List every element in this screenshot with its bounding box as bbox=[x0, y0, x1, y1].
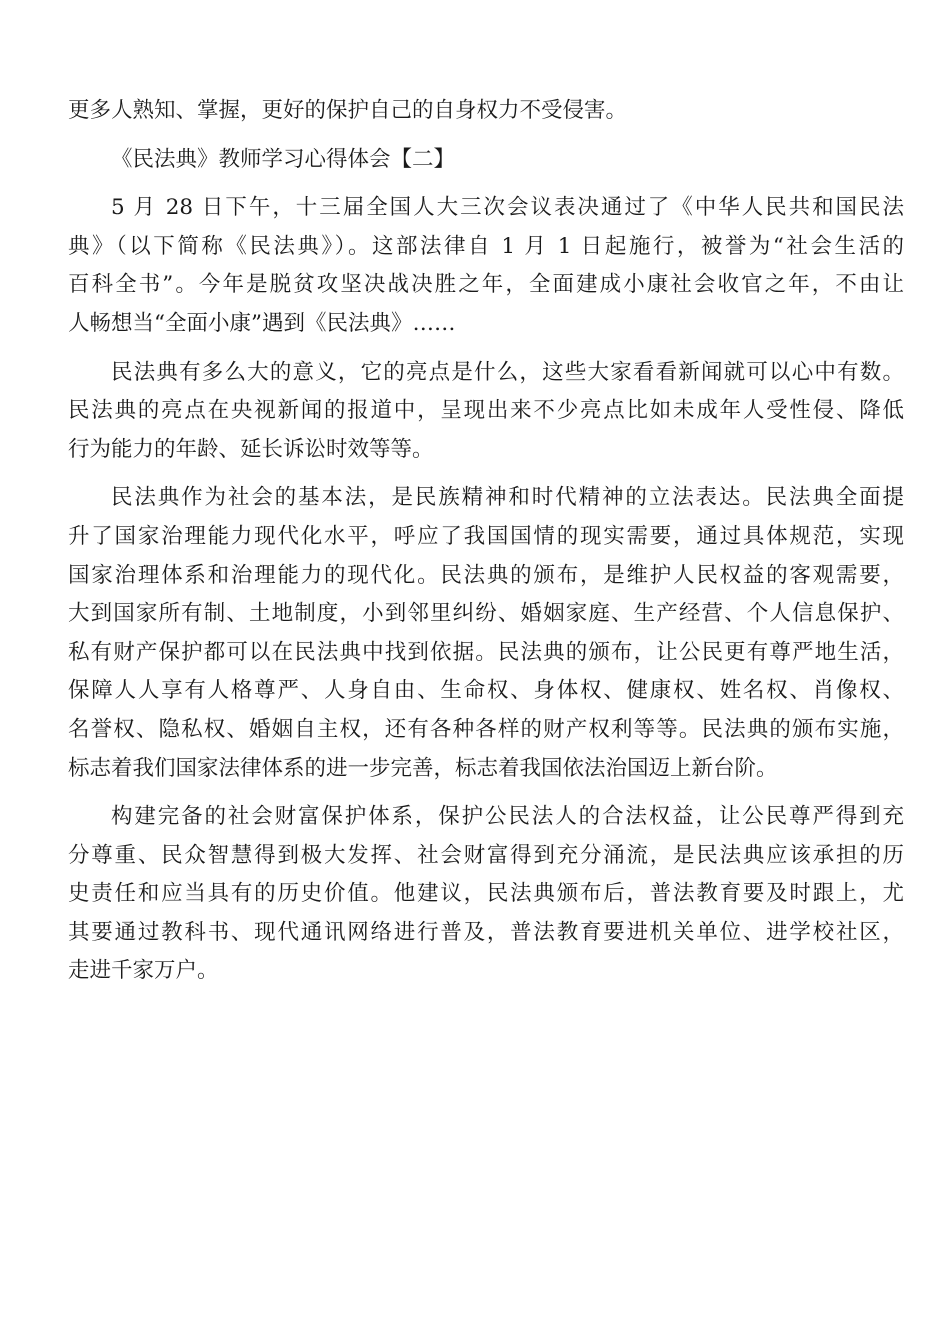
paragraph-line: 民法典的亮点在央视新闻的报道中，呈现出来不少亮点比如未成年人受性侵、降低 bbox=[68, 398, 904, 424]
paragraph-line: 国家治理体系和治理能力的现代化。民法典的颁布，是维护人民权益的客观需要， bbox=[68, 562, 904, 588]
paragraph-line: 走进千家万户。 bbox=[68, 958, 219, 984]
paragraph-line: 标志着我们国家法律体系的进一步完善，标志着我国依法治国迈上新台阶。 bbox=[68, 755, 778, 781]
paragraph-line: 人畅想当“全面小康”遇到《民法典》…… bbox=[68, 310, 456, 336]
section-heading: 《民法典》教师学习心得体会【二】 bbox=[111, 146, 456, 172]
document-body bbox=[68, 92, 904, 991]
paragraph-line: 名誉权、隐私权、婚姻自主权，还有各种各样的财产权利等等。民法典的颁布实施， bbox=[68, 716, 904, 742]
paragraph-line: 构建完备的社会财富保护体系，保护公民法人的合法权益，让公民尊严得到充 bbox=[111, 804, 904, 830]
paragraph-line: 民法典作为社会的基本法，是民族精神和时代精神的立法表达。民法典全面提 bbox=[111, 485, 904, 511]
paragraph-line: 民法典有多么大的意义，它的亮点是什么，这些大家看看新闻就可以心中有数。 bbox=[111, 359, 904, 385]
paragraph-line: 保障人人享有人格尊严、人身自由、生命权、身体权、健康权、姓名权、肖像权、 bbox=[68, 678, 904, 704]
paragraph-line: 升了国家治理能力现代化水平，呼应了我国国情的现实需要，通过具体规范，实现 bbox=[68, 523, 904, 549]
paragraph-line: 行为能力的年龄、延长诉讼时效等等。 bbox=[68, 436, 434, 462]
paragraph-line: 百科全书”。今年是脱贫攻坚决战决胜之年，全面建成小康社会收官之年，不由让 bbox=[68, 272, 904, 298]
paragraph-line: 分尊重、民众智慧得到极大发挥、社会财富得到充分涌流，是民法典应该承担的历 bbox=[68, 842, 904, 868]
paragraph-line: 大到国家所有制、土地制度，小到邻里纠纷、婚姻家庭、生产经营、个人信息保护、 bbox=[68, 601, 904, 627]
paragraph-line: 私有财产保护都可以在民法典中找到依据。民法典的颁布，让公民更有尊严地生活， bbox=[68, 639, 904, 665]
paragraph-line: 其要通过教科书、现代通讯网络进行普及，普法教育要进机关单位、进学校社区， bbox=[68, 919, 904, 945]
paragraph-line: 史责任和应当具有的历史价值。他建议，民法典颁布后，普法教育要及时跟上，尤 bbox=[68, 881, 904, 907]
paragraph-line: 5 月 28 日下午，十三届全国人大三次会议表决通过了《中华人民共和国民法 bbox=[111, 195, 904, 221]
paragraph-line: 更多人熟知、掌握，更好的保护自己的自身权力不受侵害。 bbox=[68, 98, 628, 123]
paragraph-line: 典》（以下简称《民法典》）。这部法律自 1 月 1 日起施行，被誉为“社会生活的 bbox=[68, 233, 904, 259]
